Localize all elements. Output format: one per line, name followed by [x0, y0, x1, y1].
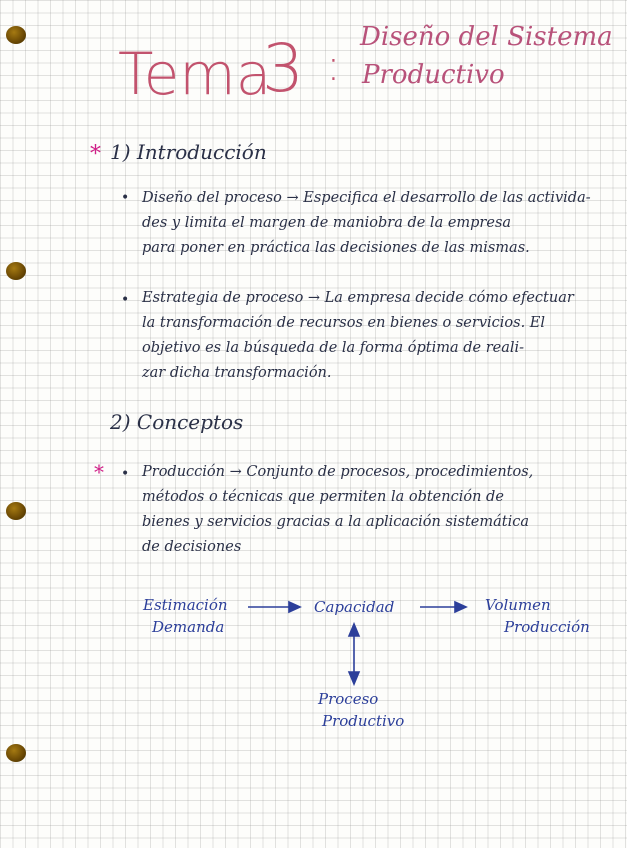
text-line: Estrategia de proceso → La empresa decide cómo efectuar	[142, 290, 574, 306]
text-line: Producción → Conjunto de procesos, procedimientos,	[142, 464, 534, 480]
title-line-1: Diseño del Sistema	[360, 22, 613, 52]
bullet-dot: •	[121, 292, 130, 308]
node-proceso-line1: Proceso	[318, 690, 379, 708]
node-proceso-line2: Productivo	[322, 712, 405, 730]
title-line-2: Productivo	[362, 60, 505, 90]
tema-word: Tema	[118, 40, 272, 108]
arrowhead	[289, 602, 300, 612]
node-capacidad: Capacidad	[314, 598, 395, 616]
star-mark: *	[90, 142, 101, 167]
node-volumen-line2: Producción	[504, 618, 590, 636]
text-line: de decisiones	[142, 539, 242, 555]
text-line: objetivo es la búsqueda de la forma óptima de reali-	[142, 340, 525, 356]
arrowhead	[349, 672, 359, 684]
title-colon: :	[326, 40, 341, 91]
bullet-dot: •	[121, 190, 130, 206]
tema-number: 3	[262, 30, 304, 107]
arrowhead	[349, 624, 359, 636]
text-line: Diseño del proceso → Especifica el desarrollo de las activida-	[142, 190, 591, 206]
text-line: zar dicha transformación.	[142, 365, 332, 381]
text-line: para poner en práctica las decisiones de las mismas.	[142, 240, 530, 256]
arrowhead	[455, 602, 466, 612]
star-mark: *	[94, 460, 104, 484]
text-line: bienes y servicios gracias a la aplicación sistemática	[142, 514, 530, 530]
node-estimacion-line1: Estimación	[143, 596, 228, 614]
text-line: la transformación de recursos en bienes o servicios. El	[142, 315, 546, 331]
text-line: métodos o técnicas que permiten la obtención de	[142, 489, 504, 505]
section-heading-introduccion: 1) Introducción	[110, 140, 267, 164]
text-line: des y limita el margen de maniobra de la empresa	[142, 215, 512, 231]
bullet-dot: •	[121, 466, 130, 482]
node-estimacion-line2: Demanda	[152, 618, 225, 636]
section-heading-conceptos: 2) Conceptos	[110, 410, 244, 434]
node-volumen-line1: Volumen	[485, 596, 551, 614]
